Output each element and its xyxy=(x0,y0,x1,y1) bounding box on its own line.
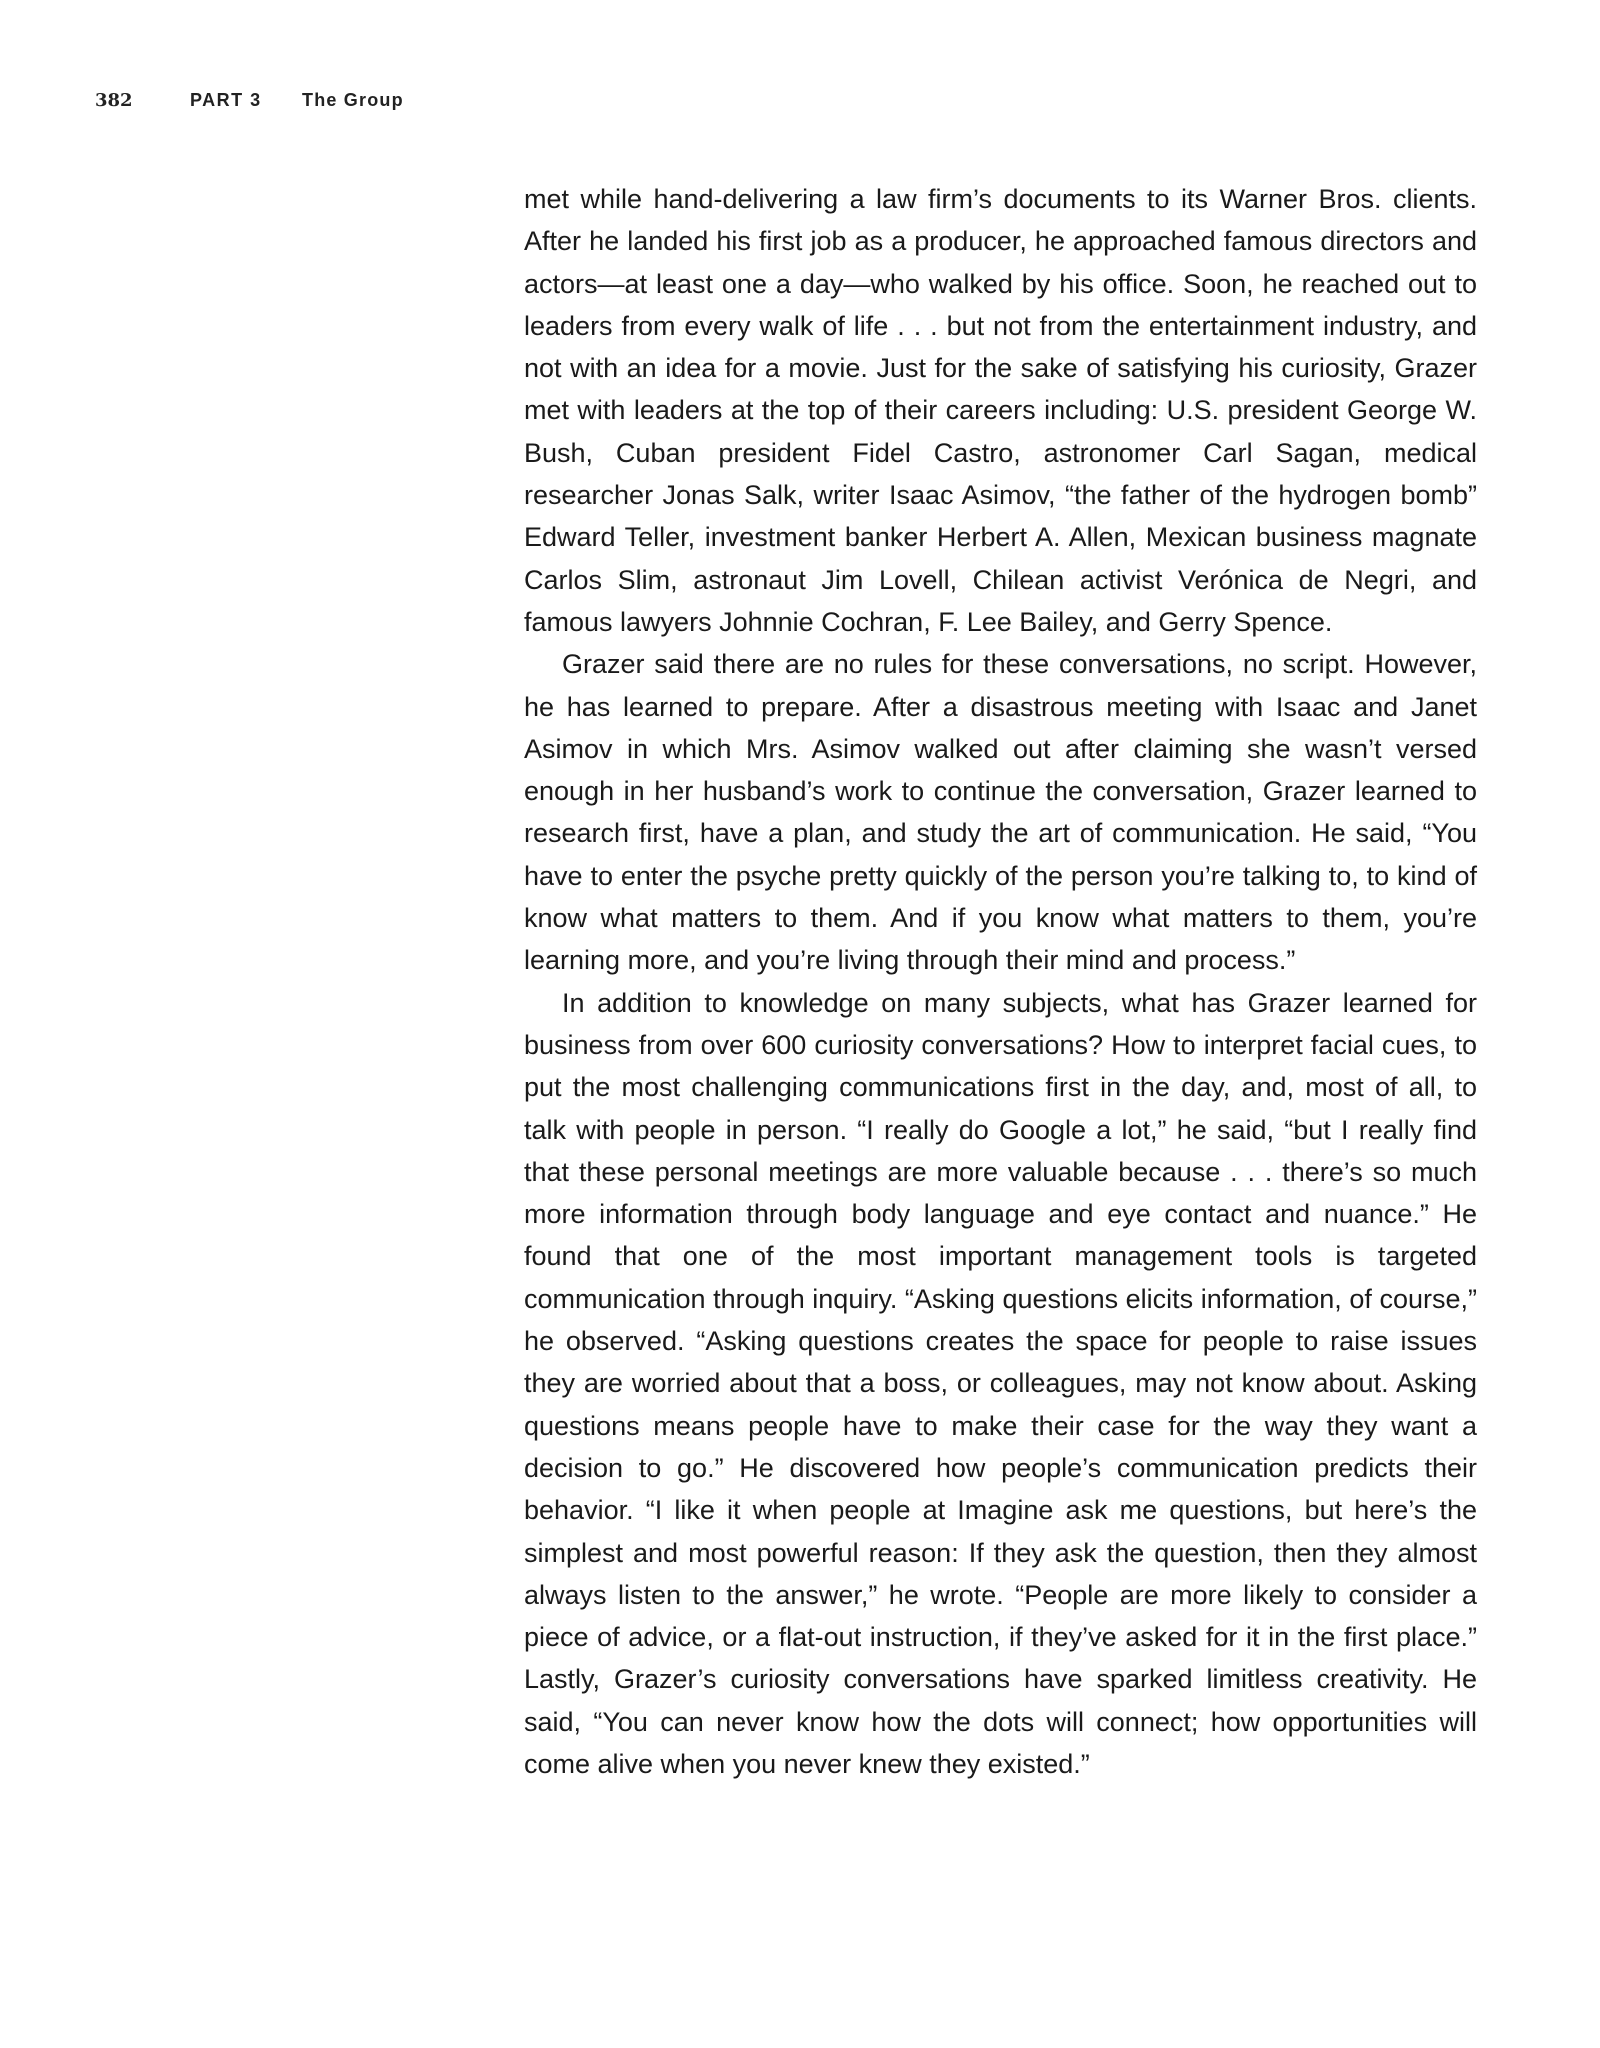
running-head xyxy=(95,90,404,114)
paragraph: In addition to knowledge on many subjects, what has Grazer learned for business from over 600 curiosity conversations? How to interpret facial cues, to put the most challenging communications first in the day, and, most of all, to talk with people in person. “I really do Google a lot,” he said, “but I really find that these personal meetings are more valuable because . . . there’s so much more information through body language and eye contact and nuance.” He found that one of the most important management tools is targeted communication through inquiry. “Asking questions elicits information, of course,” he observed. “Asking questions creates the space for people to raise issues they are worried about that a boss, or colleagues, may not know about. Asking questions means people have to make their case for the way they want a decision to go.” He discovered how people’s communication predicts their behavior. “I like it when people at Imagine ask me questions, but here’s the simplest and most powerful reason: If they ask the question, then they almost always listen to the answer,” he wrote. “People are more likely to consider a piece of advice, or a flat-out instruction, if they’ve asked for it in the first place.” Lastly, Grazer’s curiosity conversations have sparked limitless creativity. He said, “You can never know how the dots will connect; how opportunities will come alive when you never knew they existed.” xyxy=(524,987,1477,1779)
paragraph-continued: met while hand-delivering a law firm’s documents to its Warner Bros. clients. After he landed his first job as a producer, he approached famous directors and actors—at least one a day—who walked by his office. Soon, he reached out to leaders from every walk of life . . . but not from the entertainment industry, and not with an idea for a movie. Just for the sake of satisfying his curiosity, Grazer met with leaders at the top of their careers including: U.S. president George W. Bush, Cuban president Fidel Castro, astronomer Carl Sagan, medical researcher Jonas Salk, writer Isaac Asimov, “the father of the hydrogen bomb” Edward Teller, investment banker Herbert A. Allen, Mexican business magnate Carlos Slim, astronaut Jim Lovell, Chilean activist Verónica de Negri, and famous lawyers Johnnie Cochran, F. Lee Bailey, and Gerry Spence. xyxy=(524,184,1477,637)
section-title: The Group xyxy=(302,90,404,110)
page-number: 382 xyxy=(95,90,133,111)
body-text xyxy=(524,178,1477,1785)
paragraph: Grazer said there are no rules for these conversations, no script. However, he has learned to prepare. After a disastrous meeting with Isaac and Janet Asimov in which Mrs. Asimov walked out after claiming she wasn’t versed enough in her husband’s work to continue the conversation, Grazer learned to research first, have a plan, and study the art of communication. He said, “You have to enter the psyche pretty quickly of the person you’re talking to, to kind of know what matters to them. And if you know what matters to them, you’re learning more, and you’re living through their mind and process.” xyxy=(524,649,1477,976)
part-label: PART 3 xyxy=(190,90,262,110)
